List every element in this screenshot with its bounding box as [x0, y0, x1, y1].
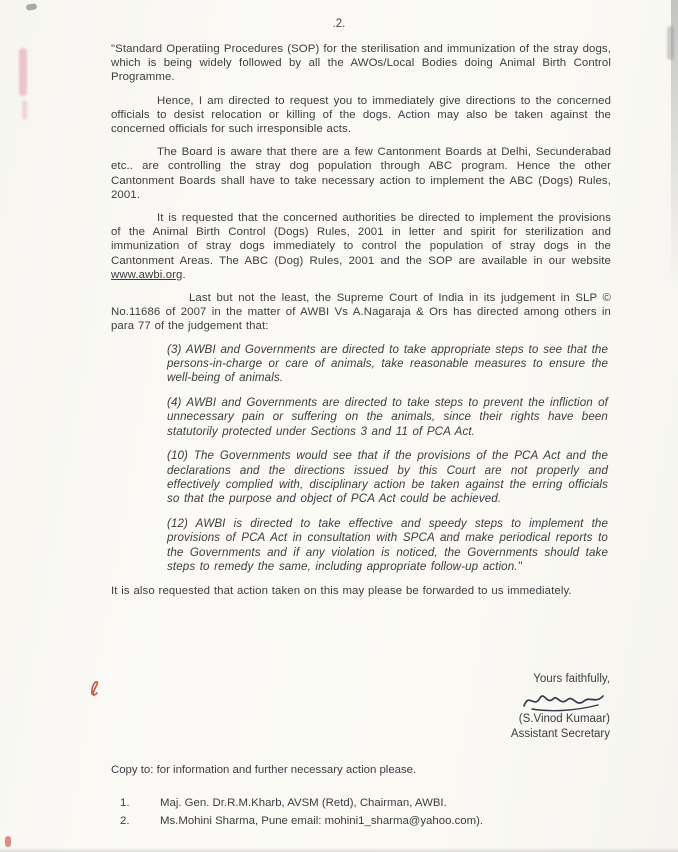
- scan-smudge-top-left: [26, 3, 38, 10]
- quote-para-12: (12) AWBI is directed to take effective and speedy steps to implement the provisions of PCA Act in consultation with SPCA and make periodical reports to the Governments and if any violation is noticed, the Governments should take steps to remedy the same, including appropriate follow-up action.": [167, 516, 608, 573]
- red-pen-mark-icon: [88, 678, 102, 698]
- recipient-number: 2.: [120, 814, 130, 827]
- signature-icon: [520, 688, 606, 712]
- valediction: Yours faithfully,: [533, 673, 610, 685]
- recipient-row: [120, 795, 483, 813]
- copy-to-note: Copy to: for information and further necessary action please.: [111, 764, 417, 776]
- para-abc-rules: [111, 211, 611, 282]
- scan-edge-shadow: [671, 0, 678, 290]
- scan-red-mark-bottom: [5, 836, 11, 847]
- scan-smudge-top-right: [667, 26, 674, 60]
- para-cantonment-boards: The Board is aware that there are a few Cantonment Boards at Delhi, Secunderabad etc.. are controlling the stray dog population through ABC program. Hence the other Cantonment Boards shall have to take necessary action to implement the ABC (Dogs) Rules, 2001.: [111, 146, 611, 201]
- recipient-text: Ms.Mohini Sharma, Pune email: mohini1_sharma@yahoo.com).: [160, 814, 484, 827]
- website-link: www.awbi.org: [111, 268, 183, 281]
- signer-title: Assistant Secretary: [510, 728, 610, 740]
- letter-body: [111, 42, 611, 599]
- para-supreme-court: Last but not the least, the Supreme Court of India in its judgement in SLP © No.11686 of 2007 in the matter of AWBI Vs A.Nagaraja & Ors has directed among others in para 77 of the judgement that:: [111, 292, 611, 333]
- recipient-row: [120, 813, 483, 831]
- signature-block: [511, 672, 610, 742]
- scan-pink-smudge: [22, 100, 27, 120]
- para-abc-rules-text: It is requested that the concerned authorities be directed to implement the provisions of the Animal Birth Control (Dogs) Rules, 2001 in letter and spirit for sterilization and immunization of stray dogs immediately to control the population of stray dogs in the Cantonment Areas. The ABC (Dog) Rules, 2001 and the SOP are available in our website: [111, 212, 611, 267]
- quote-para-3: (3) AWBI and Governments are directed to take appropriate steps to see that the persons-in-charge or care of animals, take reasonable measures to ensure the well-being of animals.: [167, 342, 608, 385]
- recipient-text: Maj. Gen. Dr.R.M.Kharb, AVSM (Retd), Chairman, AWBI.: [160, 797, 447, 809]
- signer-name: (S.Vinod Kumaar): [518, 713, 610, 725]
- para-sop-continuation: "Standard Operatiing Procedures (SOP) for the sterilisation and immunization of the stray dogs, which is being widely followed by all the AWOs/Local Bodies doing Animal Birth Control Programme.: [111, 43, 611, 84]
- scan-bottom-edge: [0, 848, 678, 852]
- quote-para-10: (10) The Governments would see that if the provisions of the PCA Act and the declarations and the directions issued by this Court are not properly and effectively complied with, disciplinary action be taken against the erring officials so that the purpose and object of PCA Act could be achieved.: [167, 449, 608, 506]
- scan-pink-smudge: [19, 48, 27, 96]
- recipient-number: 1.: [120, 797, 130, 809]
- para-request-directions: Hence, I am directed to request you to immediately give directions to the concerned officials to desist relocation or killing of the dogs. Action may also be taken against the concerned officials for such irresponsible acts.: [111, 94, 611, 136]
- quote-para-4: (4) AWBI and Governments are directed to take steps to prevent the infliction of unnecessary pain or suffering on the animals, since their rights have been statutorily protected under Sections 3 and 11 of PCA Act.: [167, 395, 608, 438]
- page-number: .2.: [332, 18, 346, 30]
- para-abc-rules-tail: .: [182, 268, 186, 281]
- closing-request: It is also requested that action taken on this may please be forwarded to us immediately.: [111, 585, 572, 598]
- recipient-list: [120, 795, 483, 830]
